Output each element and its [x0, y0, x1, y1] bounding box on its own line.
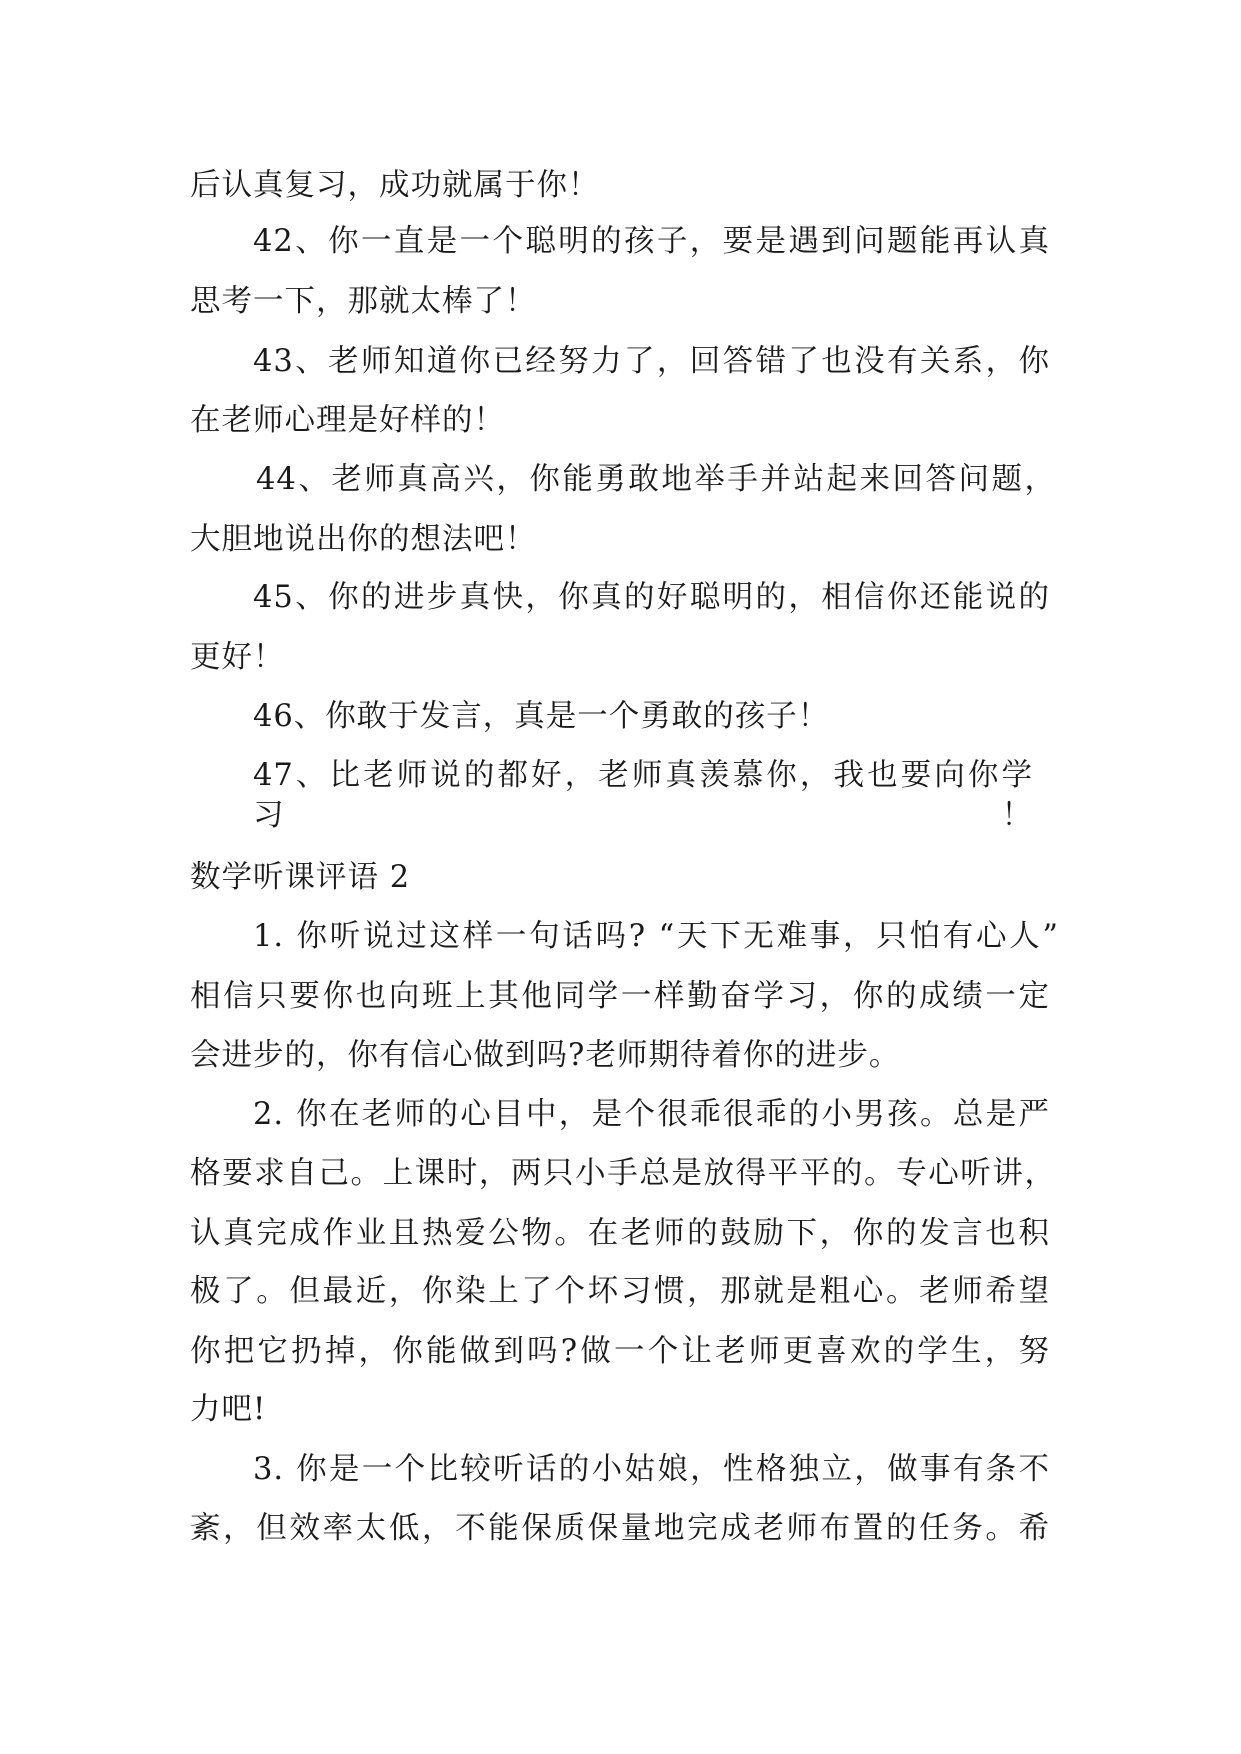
text-line: 思考一下，那就太棒了！	[190, 284, 537, 319]
text-line: 1. 你听说过这样一句话吗? “天下无难事，只怕有心人”	[253, 919, 1059, 954]
text-line: 后认真复习，成功就属于你！	[190, 168, 600, 203]
text-line: 2. 你在老师的心目中，是个很乖很乖的小男孩。总是严	[253, 1097, 1050, 1132]
text-line: 46、你敢于发言，真是一个勇敢的孩子！	[253, 699, 830, 734]
text-line: 45、你的进步真快，你真的好聪明的，相信你还能说的	[253, 580, 1050, 615]
section-heading: 数学听课评语 2	[190, 860, 411, 895]
text-line: 更好！	[190, 640, 285, 675]
text-line: 认真完成作业且热爱公物。在老师的鼓励下，你的发言也积	[190, 1216, 1050, 1251]
text-line: 格要求自己。上课时，两只小手总是放得平平的。专心听讲，	[190, 1156, 1056, 1191]
text-line: 相信只要你也向班上其他同学一样勤奋学习，你的成绩一定	[190, 979, 1050, 1014]
text-line: 紊，但效率太低，不能保质保量地完成老师布置的任务。希	[190, 1511, 1050, 1546]
text-line: 力吧!	[190, 1392, 267, 1427]
text-line: 43、老师知道你已经努力了，回答错了也没有关系，你	[253, 344, 1050, 379]
text-line: 47、比老师说的都好，老师真羡慕你，我也要向你学习！	[253, 758, 1033, 833]
text-line: 44、老师真高兴，你能勇敢地举手并站起来回答问题，	[256, 462, 1056, 497]
text-line: 大胆地说出你的想法吧！	[190, 522, 537, 557]
text-line: 3. 你是一个比较听话的小姑娘，性格独立，做事有条不	[253, 1452, 1050, 1487]
text-line: 极了。但最近，你染上了个坏习惯，那就是粗心。老师希望	[190, 1274, 1050, 1309]
text-line: 42、你一直是一个聪明的孩子，要是遇到问题能再认真	[253, 224, 1050, 259]
text-line: 会进步的，你有信心做到吗?老师期待着你的进步。	[190, 1038, 901, 1073]
text-line: 在老师心理是好样的！	[190, 403, 505, 438]
text-line: 你把它扔掉，你能做到吗?做一个让老师更喜欢的学生，努	[190, 1334, 1050, 1369]
